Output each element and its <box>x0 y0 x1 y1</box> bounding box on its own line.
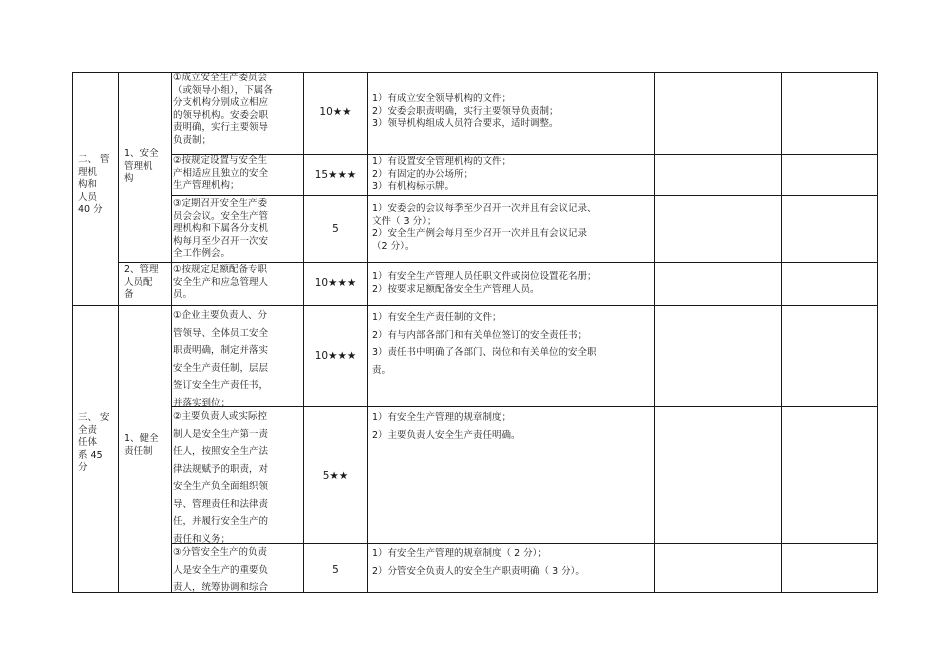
row-divider <box>72 305 878 306</box>
scoring-criteria: 1）有设置安全管理机构的文件； 2）有固定的办公场所； 3）有机构标示牌。 <box>372 156 512 192</box>
scoring-criteria: 1）有安全生产管理人员任职文件或岗位设置花名册； 2）按要求足额配备安全生产管理人员。 <box>372 271 597 295</box>
score-value: 5★★ <box>322 470 349 482</box>
column-divider <box>171 72 172 593</box>
item-description: ②主要负责人或实际控 制人是安全生产第一责 任人，按照安全生产法 律法规赋予的职责，对 安全生产负全面组织领 导、管理责任和法律责 任，并履行安全生产的 责任和义务； <box>173 411 269 545</box>
category-label: 二、 管 理机 构和 人员 40 分 <box>78 154 110 215</box>
scoring-criteria: 1）有成立安全领导机构的文件； 2）安委会职责明确，实行主要领导负责制； 3）领导机构组成人员符合要求，适时调整。 <box>372 93 559 129</box>
table-left-border <box>72 72 73 593</box>
score-value: 10★★★ <box>314 350 357 362</box>
item-description: ③分管安全生产的负责 人是安全生产的重要负 责人，统筹协调和综合 <box>173 547 269 592</box>
item-description: ②按规定设置与安全生 产相适应且独立的安全 生产管理机构； <box>173 155 269 191</box>
score-value: 5 <box>332 223 339 235</box>
item-description: ③定期召开安全生产委 员会会议。安全生产管 理机构和下属各分支机 构每月至少召开一次安 全工作例会。 <box>173 198 269 259</box>
column-divider <box>654 72 655 593</box>
item-description: ①成立安全生产委员会 （或领导小组），下属各 分支机构分别成立相应 的领导机构。安委会职 责明确，实行主要领导 负责制； <box>173 72 273 146</box>
table-bottom-border <box>72 592 878 593</box>
category-label: 三、 安 全责 任体 系 45 分 <box>78 412 110 473</box>
score-value: 10★★★ <box>314 277 357 289</box>
item-description: ①按规定足额配备专职 安全生产和应急管理人 员。 <box>173 264 269 300</box>
column-divider <box>367 72 368 593</box>
scoring-criteria: 1）安委会的会议每季至少召开一次并且有会议记录、 文件（ 3 分）； 2）安全生产例会每月至少召开一次并且有会议记录 （2 分）。 <box>372 203 597 252</box>
score-value: 15★★★ <box>314 169 357 181</box>
item-description: ①企业主要负责人、分 管领导、全体员工安全 职责明确，制定并落实 安全生产责任制，层层 签订安全生产责任书， 并落实到位； <box>173 310 269 409</box>
scoring-criteria: 1）有安全生产责任制的文件； 2）有与内部各部门和有关单位签订的安全责任书； 3）责任书中明确了各部门、岗位和有关单位的安全职 责。 <box>372 312 597 376</box>
column-divider <box>303 72 304 593</box>
column-divider <box>781 72 782 593</box>
scoring-criteria: 1）有安全生产管理的规章制度（ 2 分）； 2）分管安全负责人的安全生产职责明确（ 3 分）。 <box>372 548 585 577</box>
subcategory-label: 1、健全 责任制 <box>124 433 159 457</box>
score-value: 10★★ <box>319 106 352 118</box>
column-divider <box>118 72 119 593</box>
score-value: 5 <box>332 564 339 576</box>
row-divider <box>171 195 878 196</box>
row-divider <box>118 262 878 263</box>
subcategory-label: 2、管理 人员配 备 <box>124 264 159 300</box>
subcategory-label: 1、安全 管理机 构 <box>124 148 159 184</box>
table-right-border <box>877 72 878 593</box>
scoring-criteria: 1）有安全生产管理的规章制度； 2）主要负责人安全生产责任明确。 <box>372 412 521 441</box>
evaluation-table <box>72 72 878 593</box>
